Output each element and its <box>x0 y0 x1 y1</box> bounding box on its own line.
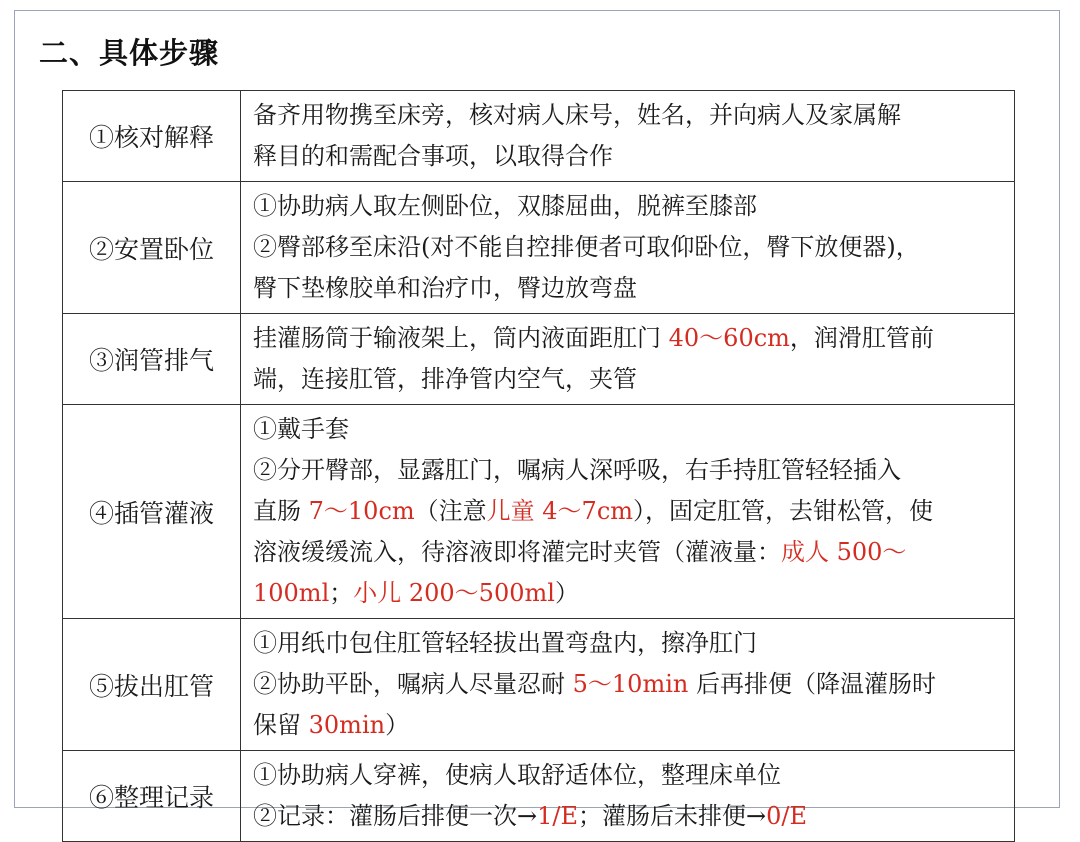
step-row <box>63 91 1015 182</box>
content-line <box>253 318 1004 359</box>
content-text: ①协助病人穿裤，使病人取舒适体位，整理床单位 <box>253 761 781 789</box>
content-line <box>253 136 1004 177</box>
document-page <box>14 10 1060 830</box>
step-row <box>63 619 1015 751</box>
highlighted-value: 100ml <box>253 579 330 607</box>
steps-table <box>62 90 1015 842</box>
content-text: 备齐用物携至床旁，核对病人床号，姓名，并向病人及家属解 <box>253 101 901 129</box>
highlighted-value: 1/E <box>537 802 578 830</box>
content-line <box>253 491 1004 532</box>
steps-table-body <box>63 91 1015 842</box>
content-line <box>253 573 1004 614</box>
step-label: ②安置卧位 <box>63 182 241 314</box>
content-line <box>253 796 1004 837</box>
step-label: ⑤拔出肛管 <box>63 619 241 751</box>
step-content <box>241 314 1015 405</box>
content-text: ②臀部移至床沿(对不能自控排便者可取仰卧位，臀下放便器)， <box>253 233 920 261</box>
content-text: 保留 <box>253 711 309 739</box>
content-line <box>253 186 1004 227</box>
content-text: ①戴手套 <box>253 415 349 443</box>
content-line <box>253 532 1004 573</box>
content-text: ； <box>329 579 354 607</box>
content-line <box>253 268 1004 309</box>
content-line <box>253 705 1004 746</box>
step-content <box>241 405 1015 619</box>
step-content <box>241 91 1015 182</box>
section-title: 二、具体步骤 <box>39 36 220 70</box>
content-text: ②协助平卧，嘱病人尽量忍耐 <box>253 670 573 698</box>
step-content <box>241 751 1015 842</box>
content-text: ） <box>385 711 410 739</box>
content-text: ） <box>554 579 579 607</box>
content-text: ；灌肠后未排便→ <box>577 802 767 830</box>
content-line <box>253 755 1004 796</box>
step-label: ⑥整理记录 <box>63 751 241 842</box>
content-text: 释目的和需配合事项，以取得合作 <box>253 142 613 170</box>
content-text: ，润滑肛管前 <box>789 324 934 352</box>
highlighted-value: 5～10min <box>572 670 689 698</box>
highlighted-value: 儿童 4～7cm <box>486 497 634 525</box>
step-label: ④插管灌液 <box>63 405 241 619</box>
highlighted-value: 7～10cm <box>308 497 415 525</box>
content-text: 端，连接肛管，排净管内空气，夹管 <box>253 365 637 393</box>
content-text: ），固定肛管，去钳松管，使 <box>633 497 934 525</box>
content-text: ②分开臀部，显露肛门，嘱病人深呼吸，右手持肛管轻轻插入 <box>253 456 901 484</box>
content-text: ①用纸巾包住肛管轻轻拔出置弯盘内，擦净肛门 <box>253 629 757 657</box>
content-text: ②记录：灌肠后排便一次→ <box>253 802 538 830</box>
step-row <box>63 182 1015 314</box>
content-line <box>253 664 1004 705</box>
content-line <box>253 409 1004 450</box>
content-text: 直肠 <box>253 497 309 525</box>
step-label: ①核对解释 <box>63 91 241 182</box>
step-label: ③润管排气 <box>63 314 241 405</box>
highlighted-value: 小儿 200～500ml <box>353 579 555 607</box>
highlighted-value: 40～60cm <box>668 324 790 352</box>
content-line <box>253 450 1004 491</box>
content-text: 后再排便（降温灌肠时 <box>688 670 936 698</box>
step-content <box>241 619 1015 751</box>
highlighted-value: 0/E <box>766 802 807 830</box>
step-row <box>63 314 1015 405</box>
content-line <box>253 623 1004 664</box>
step-row <box>63 405 1015 619</box>
content-text: （注意 <box>414 497 487 525</box>
highlighted-value: 30min <box>308 711 386 739</box>
content-text: ①协助病人取左侧卧位，双膝屈曲，脱裤至膝部 <box>253 192 757 220</box>
step-row <box>63 751 1015 842</box>
highlighted-value: 成人 500～ <box>781 538 907 566</box>
step-content <box>241 182 1015 314</box>
content-line <box>253 95 1004 136</box>
content-line <box>253 227 1004 268</box>
content-text: 溶液缓缓流入，待溶液即将灌完时夹管（灌液量： <box>253 538 781 566</box>
content-text: 挂灌肠筒于输液架上，筒内液面距肛门 <box>253 324 669 352</box>
content-text: 臀下垫橡胶单和治疗巾，臀边放弯盘 <box>253 274 637 302</box>
content-line <box>253 359 1004 400</box>
